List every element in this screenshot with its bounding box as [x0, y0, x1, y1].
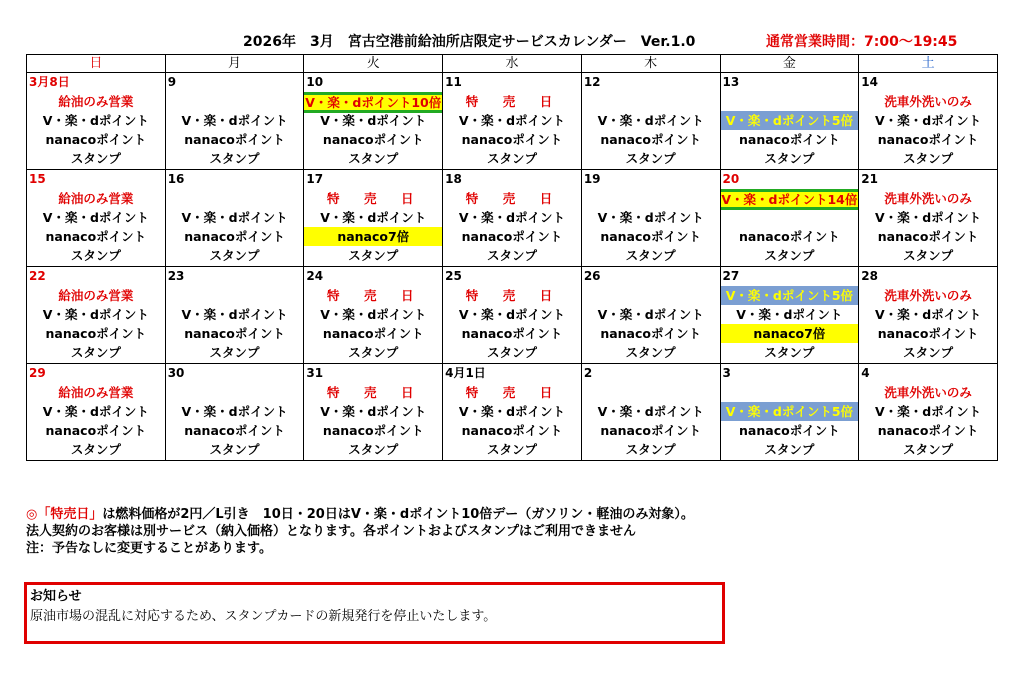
day-service-line: [721, 92, 859, 111]
day-service-line: nanacoポイント: [184, 132, 285, 147]
calendar-week-row: [27, 73, 998, 170]
calendar-week-row: [27, 364, 998, 461]
weekday-sun: 日: [27, 55, 166, 73]
day-number: 10: [306, 75, 324, 89]
day-service-line: スタンプ: [625, 248, 676, 263]
note-line-3: 注：予告なしに変更することがあります。: [26, 541, 272, 556]
day-service-line: nanacoポイント: [877, 132, 979, 147]
day-service-line: V・楽・dポイント: [875, 113, 982, 128]
day-service-line: 給油のみ営業: [58, 94, 134, 109]
note-tokubai-label: ◎「特売日」: [26, 507, 103, 522]
day-service-line: V・楽・dポイント: [458, 404, 566, 419]
day-service-line: nanacoポイント: [184, 229, 285, 244]
day-service-line: nanacoポイント: [45, 423, 147, 438]
calendar-day-cell: [443, 170, 582, 267]
day-service-line: V・楽・dポイント: [597, 113, 704, 128]
day-number: 3: [722, 366, 731, 380]
day-service-line: 洗車外洗いのみ: [884, 191, 972, 206]
day-service-line: 特 売 日: [465, 288, 559, 303]
day-service-line: 特 売 日: [327, 288, 420, 303]
day-number: 22: [29, 269, 46, 283]
calendar-day-cell: [27, 170, 166, 267]
calendar-day-cell: [165, 170, 304, 267]
day-service-line: [582, 189, 720, 208]
day-service-line: 特 売 日: [465, 191, 559, 206]
day-number: 13: [722, 75, 740, 89]
calendar-day-cell: [720, 364, 859, 461]
day-service-line: V・楽・dポイント: [875, 307, 982, 322]
day-service-line: 特 売 日: [465, 94, 559, 109]
day-service-line: 洗車外洗いのみ: [884, 288, 972, 303]
day-service-line: スタンプ: [903, 151, 954, 166]
day-service-line: スタンプ: [348, 442, 399, 457]
day-service-line: V・楽・dポイント10倍: [304, 92, 442, 113]
day-service-line: スタンプ: [209, 345, 260, 360]
day-service-line: V・楽・dポイント: [458, 210, 566, 225]
day-service-line: スタンプ: [764, 151, 815, 166]
weekday-fri: 金: [720, 55, 859, 73]
day-service-line: nanacoポイント: [45, 326, 147, 341]
calendar-title: 2026年 3月 宮古空港前給油所店限定サービスカレンダー Ver.1.0: [243, 34, 696, 50]
day-service-line: [582, 92, 720, 111]
calendar-day-cell: [443, 267, 582, 364]
day-service-line: スタンプ: [209, 248, 260, 263]
day-number: 26: [583, 269, 601, 283]
day-service-line: スタンプ: [486, 151, 537, 166]
day-service-line: スタンプ: [903, 442, 954, 457]
day-service-line: nanacoポイント: [461, 229, 563, 244]
calendar-day-cell: [720, 170, 859, 267]
day-service-line: [166, 383, 304, 402]
calendar-day-cell: [859, 364, 998, 461]
day-service-line: nanacoポイント: [461, 423, 563, 438]
day-service-line: nanacoポイント: [461, 132, 563, 147]
day-number: 14: [861, 75, 878, 89]
calendar-day-cell: [859, 267, 998, 364]
day-service-line: [582, 286, 720, 305]
calendar-day-cell: [165, 73, 304, 170]
calendar-table: [26, 54, 998, 461]
day-number: 31: [306, 366, 324, 380]
note-line-1-text: は燃料価格が2円／L引き 10日・20日はV・楽・dポイント10倍デー（ガソリン・軽油のみ対象）。: [102, 507, 694, 522]
day-service-line: 給油のみ営業: [58, 191, 134, 206]
day-service-line: スタンプ: [70, 442, 121, 457]
calendar-day-cell: [304, 170, 443, 267]
day-service-line: V・楽・dポイント: [458, 307, 566, 322]
day-number: 16: [167, 172, 185, 186]
day-service-line: nanacoポイント: [600, 423, 701, 438]
day-service-line: nanacoポイント: [739, 132, 840, 147]
calendar-header: [0, 27, 1024, 53]
calendar-day-cell: [720, 267, 859, 364]
weekday-header-row: [27, 55, 998, 73]
day-service-line: nanacoポイント: [184, 326, 285, 341]
day-service-line: nanacoポイント: [45, 229, 147, 244]
calendar-day-cell: [581, 73, 720, 170]
day-number: 20: [722, 172, 740, 186]
day-service-line: V・楽・dポイント14倍: [721, 189, 859, 210]
business-hours: 通常営業時間：7:00～19:45: [766, 34, 958, 50]
day-number: 4月1日: [445, 366, 486, 380]
day-service-line: スタンプ: [486, 442, 537, 457]
calendar-day-cell: [27, 364, 166, 461]
day-number: 11: [445, 75, 462, 89]
calendar-day-cell: [859, 170, 998, 267]
day-service-line: nanacoポイント: [461, 326, 563, 341]
day-service-line: nanacoポイント: [184, 423, 285, 438]
day-service-line: V・楽・dポイント: [42, 210, 149, 225]
note-line-2: 法人契約のお客様は別サービス（納入価格）となります。各ポイントおよびスタンプはご利用できません: [26, 524, 636, 539]
day-number: 12: [583, 75, 601, 89]
day-service-line: スタンプ: [764, 248, 815, 263]
day-service-line: V・楽・dポイント5倍: [721, 286, 859, 305]
day-service-line: V・楽・dポイント: [181, 307, 288, 322]
day-service-line: nanacoポイント: [600, 132, 701, 147]
day-service-line: スタンプ: [70, 151, 121, 166]
day-service-line: スタンプ: [348, 248, 399, 263]
day-service-line: スタンプ: [70, 248, 121, 263]
calendar-day-cell: [859, 73, 998, 170]
day-service-line: [166, 286, 304, 305]
day-service-line: [721, 383, 859, 402]
day-service-line: スタンプ: [625, 442, 676, 457]
day-service-line: スタンプ: [348, 345, 399, 360]
day-number: 18: [445, 172, 462, 186]
day-service-line: スタンプ: [209, 151, 260, 166]
weekday-wed: 水: [443, 55, 582, 73]
calendar-day-cell: [720, 73, 859, 170]
day-service-line: nanacoポイント: [600, 229, 701, 244]
day-number: 28: [861, 269, 878, 283]
day-number: 17: [306, 172, 324, 186]
day-service-line: スタンプ: [625, 151, 676, 166]
day-service-line: nanaco7倍: [304, 227, 442, 246]
day-service-line: V・楽・dポイント5倍: [721, 111, 859, 130]
weekday-tue: 火: [304, 55, 443, 73]
day-service-line: nanacoポイント: [322, 326, 424, 341]
calendar-day-cell: [581, 267, 720, 364]
notes: [26, 506, 694, 557]
day-service-line: V・楽・dポイント: [875, 210, 982, 225]
day-service-line: nanacoポイント: [600, 326, 701, 341]
calendar-day-cell: [443, 364, 582, 461]
day-number: 2: [583, 366, 593, 380]
day-service-line: nanacoポイント: [45, 132, 147, 147]
notice-title: お知らせ: [30, 589, 82, 604]
notice-body: 原油市場の混乱に対応するため、スタンプカードの新規発行を停止いたします。: [30, 609, 497, 624]
day-number: 25: [445, 269, 462, 283]
day-service-line: V・楽・dポイント: [42, 113, 149, 128]
weekday-thu: 木: [581, 55, 720, 73]
weekday-mon: 月: [165, 55, 304, 73]
day-service-line: nanacoポイント: [739, 423, 840, 438]
day-service-line: 洗車外洗いのみ: [884, 94, 972, 109]
day-service-line: [582, 383, 720, 402]
day-number: 9: [167, 75, 177, 89]
day-service-line: V・楽・dポイント: [320, 307, 427, 322]
calendar-week-row: [27, 267, 998, 364]
day-service-line: スタンプ: [903, 248, 954, 263]
day-service-line: nanacoポイント: [877, 229, 979, 244]
day-service-line: 給油のみ営業: [58, 385, 134, 400]
day-service-line: [166, 189, 304, 208]
day-service-line: V・楽・dポイント: [736, 307, 843, 322]
day-service-line: スタンプ: [70, 345, 121, 360]
calendar-day-cell: [304, 267, 443, 364]
calendar-day-cell: [165, 267, 304, 364]
day-service-line: nanacoポイント: [739, 229, 840, 244]
day-service-line: スタンプ: [764, 442, 815, 457]
day-number: 19: [583, 172, 601, 186]
day-service-line: スタンプ: [625, 345, 676, 360]
weekday-sat: 土: [859, 55, 998, 73]
calendar-day-cell: [581, 170, 720, 267]
day-service-line: V・楽・dポイント: [320, 210, 427, 225]
day-service-line: スタンプ: [348, 151, 399, 166]
day-number: 4: [861, 366, 870, 380]
calendar-day-cell: [165, 364, 304, 461]
note-line-1: [26, 506, 694, 523]
day-service-line: V・楽・dポイント: [42, 404, 149, 419]
day-service-line: スタンプ: [486, 345, 537, 360]
day-service-line: 特 売 日: [465, 385, 559, 400]
day-service-line: [166, 92, 304, 111]
day-service-line: nanaco7倍: [721, 324, 859, 343]
calendar-day-cell: [304, 364, 443, 461]
day-service-line: V・楽・dポイント: [42, 307, 149, 322]
day-service-line: 洗車外洗いのみ: [884, 385, 972, 400]
day-number: 21: [861, 172, 878, 186]
day-number: 23: [167, 269, 185, 283]
day-number: 3月8日: [29, 75, 70, 89]
calendar-day-cell: [27, 267, 166, 364]
day-service-line: V・楽・dポイント: [458, 113, 566, 128]
day-service-line: 給油のみ営業: [58, 288, 134, 303]
day-service-line: V・楽・dポイント: [320, 404, 427, 419]
day-service-line: 特 売 日: [327, 191, 420, 206]
day-service-line: V・楽・dポイント: [320, 113, 427, 128]
calendar-day-cell: [581, 364, 720, 461]
day-number: 29: [29, 366, 46, 380]
calendar-week-row: [27, 170, 998, 267]
calendar-day-cell: [443, 73, 582, 170]
day-service-line: V・楽・dポイント5倍: [721, 402, 859, 421]
day-service-line: V・楽・dポイント: [597, 307, 704, 322]
day-service-line: nanacoポイント: [322, 423, 424, 438]
calendar-day-cell: [27, 73, 166, 170]
day-number: 27: [722, 269, 740, 283]
day-service-line: nanacoポイント: [322, 132, 424, 147]
day-number: 15: [29, 172, 46, 186]
day-service-line: V・楽・dポイント: [597, 210, 704, 225]
day-service-line: nanacoポイント: [877, 326, 979, 341]
calendar-day-cell: [304, 73, 443, 170]
day-service-line: V・楽・dポイント: [597, 404, 704, 419]
day-service-line: V・楽・dポイント: [181, 113, 288, 128]
day-number: 24: [306, 269, 324, 283]
day-service-line: スタンプ: [903, 345, 954, 360]
notice-box: [24, 582, 725, 644]
day-service-line: V・楽・dポイント: [181, 404, 288, 419]
day-service-line: V・楽・dポイント: [875, 404, 982, 419]
day-service-line: スタンプ: [209, 442, 260, 457]
day-service-line: スタンプ: [764, 345, 815, 360]
day-service-line: スタンプ: [486, 248, 537, 263]
day-service-line: 特 売 日: [327, 385, 420, 400]
day-service-line: V・楽・dポイント: [181, 210, 288, 225]
day-service-line: [721, 208, 859, 227]
day-number: 30: [167, 366, 185, 380]
day-service-line: nanacoポイント: [877, 423, 979, 438]
